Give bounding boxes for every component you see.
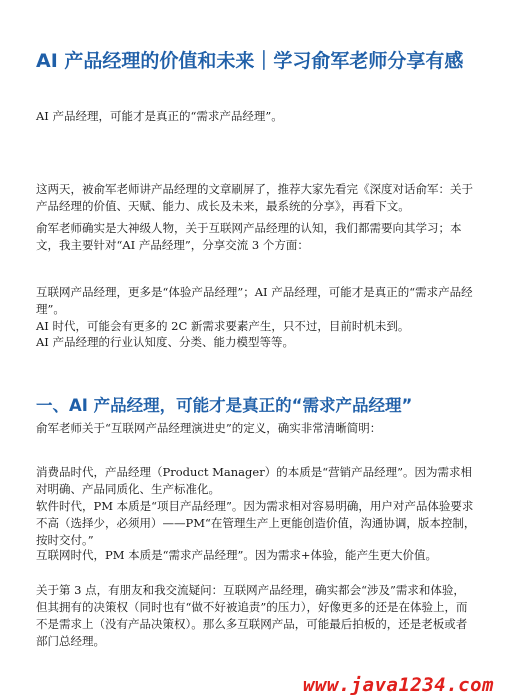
section-lead: 俞军老师关于“互联网产品经理演进史”的定义，确实非常清晰简明：	[36, 421, 382, 435]
era-item: 消费品时代，产品经理（Product Manager）的本质是“营销产品经理”。因为需求相对明确、产品同质化、生产标准化。	[36, 465, 472, 496]
section-heading: 一、AI 产品经理，可能才是真正的“需求产品经理”	[36, 396, 413, 415]
subtitle: AI 产品经理，可能才是真正的“需求产品经理”。	[36, 109, 283, 123]
article-title: AI 产品经理的价值和未来｜学习俞军老师分享有感	[36, 50, 464, 72]
era-item: 软件时代，PM 本质是“项目产品经理”。因为需求相对容易明确，用户对产品体验要求不高（选择少，必须用）——PM“在管理生产上更能创造价值，沟通协调，版本控制，按时交付。”	[36, 499, 476, 547]
intro-paragraph-2: 俞军老师确实是大神级人物，关于互联网产品经理的认知，我们都需要向其学习；本文，我主要针对“AI 产品经理”，分享交流 3 个方面：	[36, 221, 462, 252]
point-item: AI 产品经理的行业认知度、分类、能力模型等等。	[36, 335, 295, 349]
point-item: AI 时代，可能会有更多的 2C 新需求要素产生，只不过，目前时机未到。	[36, 319, 410, 333]
point-item: 互联网产品经理，更多是“体验产品经理”；AI 产品经理，可能才是真正的“需求产品经理”。	[36, 285, 473, 316]
era-item: 互联网时代，PM 本质是“需求产品经理”。因为需求+体验，能产生更大价值。	[36, 548, 438, 562]
closing-paragraph: 关于第 3 点，有朋友和我交流疑问：互联网产品经理，确实都会“涉及”需求和体验，但其拥有的决策权（同时也有“做不好被追责”的压力），好像更多的还是在体验上，而不是需求上（没有产品决策权）。那么多互联网产品，可能最后拍板的，还是老板或者部门总经理。	[36, 583, 468, 648]
intro-paragraph: 这两天，被俞军老师讲产品经理的文章刷屏了，推荐大家先看完《深度对话俞军：关于产品经理的价值、天赋、能力、成长及未来，最系统的分享》，再看下文。	[36, 182, 473, 213]
site-watermark: www.java1234.com	[302, 674, 494, 696]
